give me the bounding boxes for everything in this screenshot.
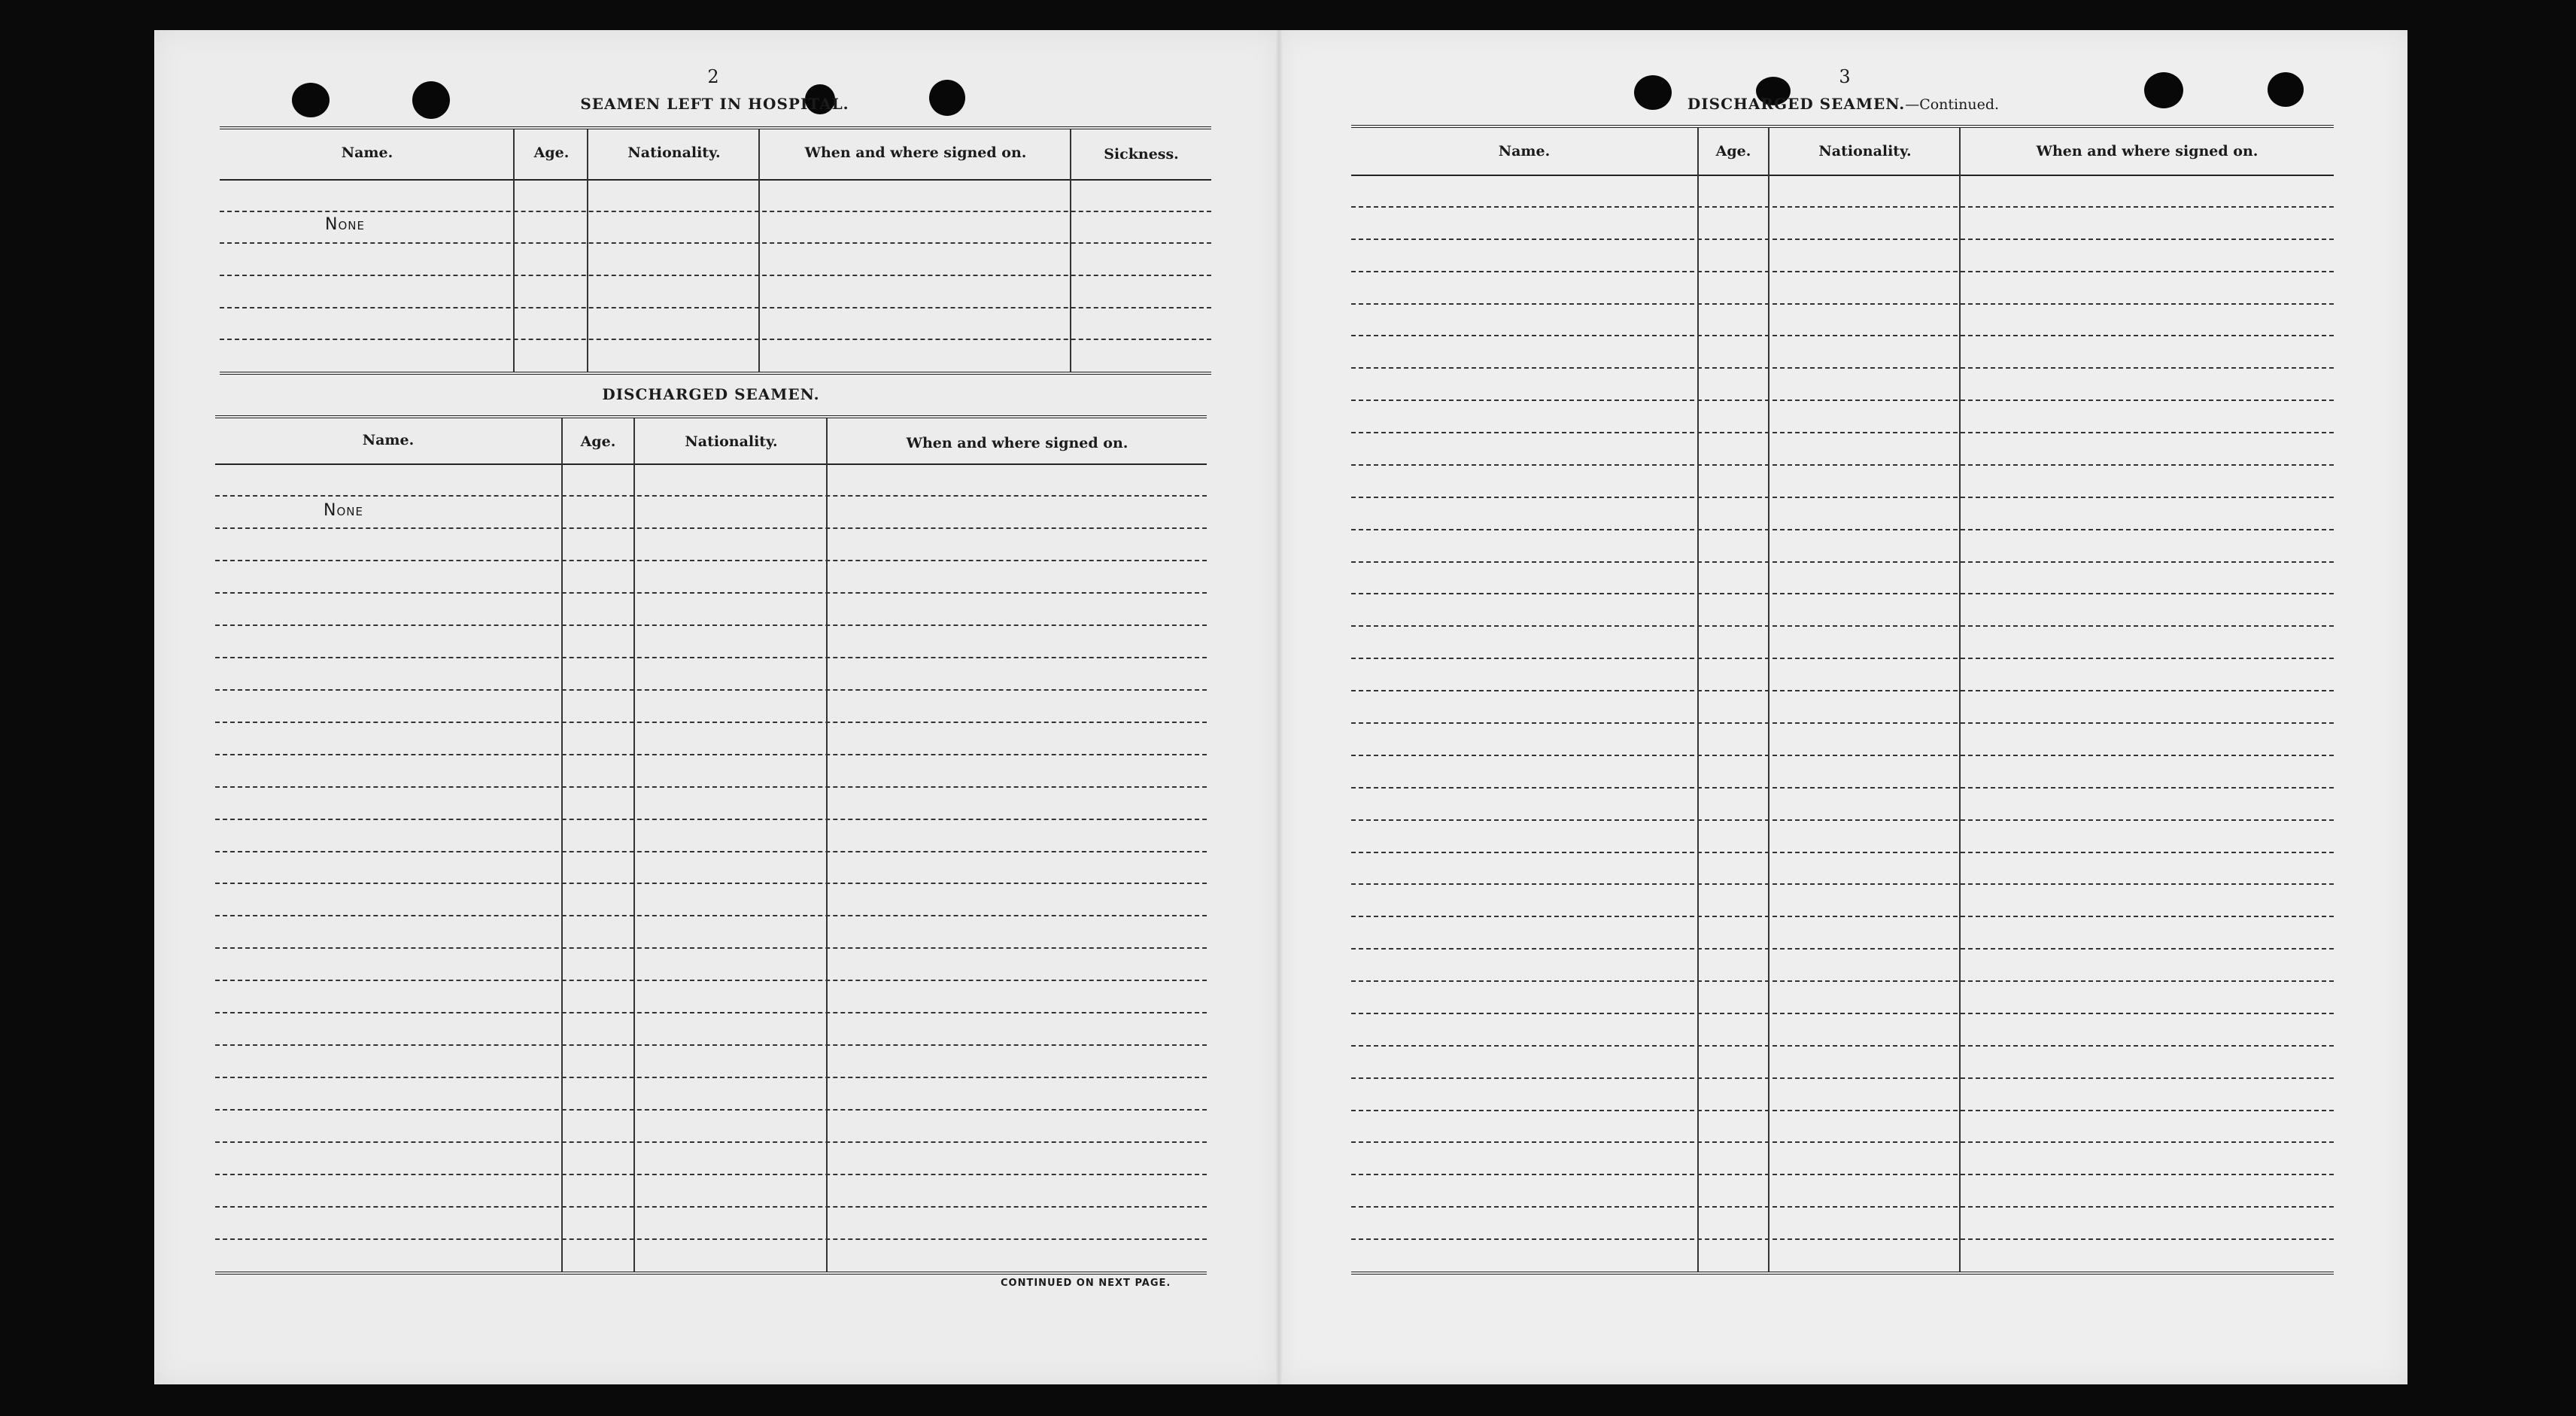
ruled-row (215, 1174, 1207, 1175)
punch-hole (292, 83, 330, 117)
ruled-row (215, 851, 1207, 852)
ruled-row (1351, 1174, 2334, 1175)
discharged-continued-table (1351, 125, 2334, 1275)
ruled-row (220, 242, 1211, 244)
hospital-entry-name: None (325, 215, 365, 234)
column-header-when-where: When and where signed on. (804, 144, 1027, 161)
ruled-row (215, 980, 1207, 981)
ruled-row (215, 786, 1207, 788)
ruled-row (1351, 1238, 2334, 1240)
punch-hole (929, 80, 965, 116)
ruled-row (215, 495, 1207, 497)
ruled-row (215, 624, 1207, 626)
page-number-2: 2 (707, 66, 719, 87)
ruled-row (220, 307, 1211, 308)
ruled-row (215, 1238, 1207, 1240)
discharged-table-rows (215, 463, 1207, 1272)
ruled-row (215, 1077, 1207, 1078)
ruled-row (1351, 529, 2334, 530)
ruled-row (215, 657, 1207, 658)
ruled-row (220, 211, 1211, 212)
ruled-row (1351, 722, 2334, 724)
ruled-row (1351, 658, 2334, 659)
ruled-row (1351, 271, 2334, 272)
ruled-row (1351, 303, 2334, 305)
ruled-row (215, 915, 1207, 916)
hospital-section-title: SEAMEN LEFT IN HOSPITAL. (580, 95, 849, 113)
hospital-table (220, 126, 1211, 375)
ruled-row (215, 1206, 1207, 1208)
ruled-row (215, 1044, 1207, 1046)
column-header-age: Age. (533, 144, 570, 161)
page-number-3: 3 (1839, 66, 1851, 87)
column-header-nationality: Nationality. (685, 433, 778, 450)
column-header-name: Name. (341, 144, 393, 161)
column-header-sickness: Sickness. (1104, 146, 1179, 163)
column-header-name: Name. (362, 432, 415, 448)
ruled-row (215, 1109, 1207, 1111)
ruled-row (1351, 367, 2334, 369)
right-section-title-text: DISCHARGED SEAMEN. (1687, 95, 1906, 113)
right-section-title (1655, 95, 2031, 113)
ruled-row (1351, 883, 2334, 885)
discharged-section-title: DISCHARGED SEAMEN. (602, 385, 820, 403)
ruled-row (1351, 625, 2334, 627)
ruled-row (1351, 206, 2334, 208)
ruled-row (1351, 1141, 2334, 1143)
ruled-row (1351, 1110, 2334, 1111)
ruled-row (215, 592, 1207, 594)
ruled-row (215, 754, 1207, 755)
discharged-table (215, 415, 1207, 1275)
ruled-row (1351, 755, 2334, 756)
punch-hole (412, 81, 450, 119)
ruled-row (1351, 948, 2334, 950)
ruled-row (1351, 432, 2334, 433)
ruled-row (1351, 400, 2334, 401)
ruled-row (1351, 1045, 2334, 1047)
right-section-title-suffix: —Continued. (1905, 96, 2000, 113)
ruled-row (1351, 980, 2334, 982)
page-fold (1275, 30, 1283, 1384)
ruled-row (1351, 561, 2334, 563)
ruled-row (220, 339, 1211, 340)
ruled-row (1351, 593, 2334, 594)
ruled-row (215, 527, 1207, 529)
punch-hole (2268, 72, 2304, 107)
punch-hole (2144, 72, 2183, 108)
ruled-row (1351, 852, 2334, 853)
column-header-age: Age. (1715, 143, 1751, 160)
ruled-row (220, 275, 1211, 276)
continued-note: CONTINUED ON NEXT PAGE. (1001, 1278, 1171, 1289)
hospital-table-header (220, 129, 1211, 181)
discharged-entry-name: None (324, 501, 363, 520)
ruled-row (1351, 1013, 2334, 1014)
ruled-row (1351, 1206, 2334, 1208)
ruled-row (215, 1012, 1207, 1013)
hospital-table-rows (220, 179, 1211, 372)
ruled-row (1351, 787, 2334, 789)
ruled-row (215, 819, 1207, 820)
ruled-row (215, 947, 1207, 949)
ruled-row (1351, 819, 2334, 821)
column-header-nationality: Nationality. (627, 144, 721, 161)
column-header-age: Age. (580, 433, 616, 450)
ruled-row (1351, 497, 2334, 498)
column-header-when-where: When and where signed on. (906, 435, 1129, 451)
column-header-when-where: When and where signed on. (2036, 143, 2259, 160)
ruled-row (1351, 1077, 2334, 1079)
discharged-continued-rows (1351, 175, 2334, 1272)
ruled-row (215, 560, 1207, 561)
discharged-continued-header (1351, 128, 2334, 176)
column-header-name: Name. (1498, 143, 1551, 160)
ruled-row (1351, 464, 2334, 466)
ruled-row (215, 1141, 1207, 1143)
ruled-row (1351, 690, 2334, 691)
ruled-row (1351, 239, 2334, 240)
ruled-row (1351, 335, 2334, 336)
column-header-nationality: Nationality. (1818, 143, 1912, 160)
ruled-row (215, 722, 1207, 723)
discharged-table-header (215, 418, 1207, 465)
ruled-row (215, 689, 1207, 691)
ruled-row (1351, 916, 2334, 917)
ruled-row (215, 883, 1207, 884)
